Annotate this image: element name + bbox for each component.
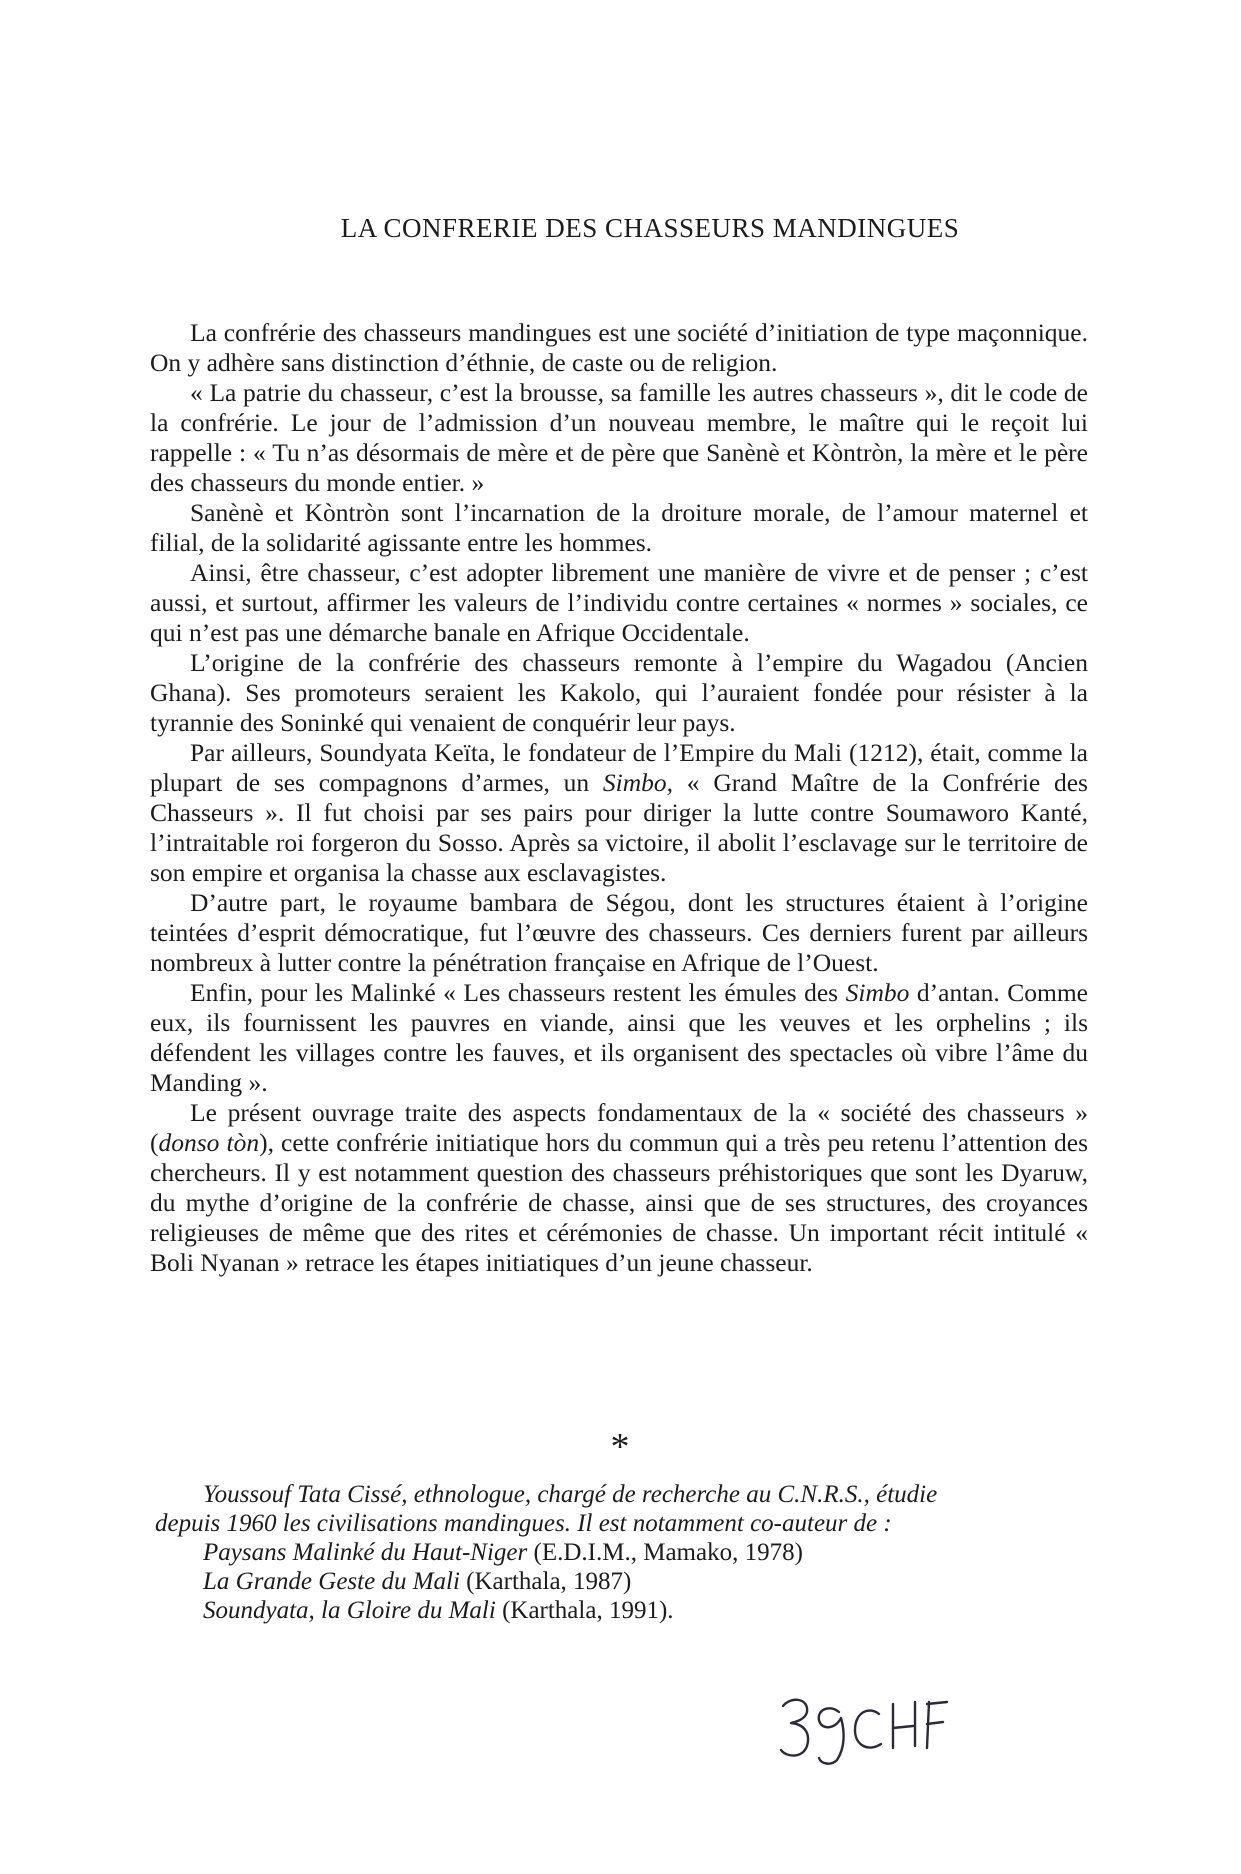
paragraph-6 bbox=[150, 738, 1088, 888]
paragraph-8 bbox=[150, 978, 1088, 1098]
author-bio bbox=[155, 1480, 1100, 1625]
paragraph-9-text-a: Le présent ouvrage traite des aspects fondamentaux de la « société des chasseurs » ( bbox=[150, 1098, 1088, 1157]
bio-work-title: Paysans Malinké du Haut-Niger bbox=[203, 1539, 528, 1566]
section-separator: * bbox=[610, 1426, 630, 1468]
bio-work-1 bbox=[155, 1538, 1100, 1567]
paragraph-5: L’origine de la confrérie des chasseurs remonte à l’empire du Wagadou (Ancien Ghana). Ses promoteurs seraient les Kakolo, qui l’auraient fondée pour résister à la tyrannie des Soninké qui venaient de conquérir leur pays. bbox=[150, 648, 1088, 737]
paragraph-8-text-b: d’antan. Comme eux, ils fournissent les pauvres en viande, ainsi que les veuves et les orphelins ; ils défendent les villages contre les fauves, et ils organisent des spectacles où vibre l’âme du Manding ». bbox=[150, 978, 1088, 1097]
paragraph-1: La confrérie des chasseurs mandingues est une société d’initiation de type maçonnique. On y adhère sans distinction d’éthnie, de caste ou de religion. bbox=[150, 318, 1088, 377]
paragraph-8-italic: Simbo bbox=[845, 978, 910, 1007]
paragraph-9-text-b: ), cette confrérie initiatique hors du commun qui a très peu retenu l’attention des chercheurs. Il y est notamment question des chasseurs préhistoriques que sont les Dyaruw, du mythe d’origine de la confrérie de chasse, ainsi que de ses structures, des croyances religieuses de même que des rites et cérémonies de chasse. Un important récit intitulé « Boli Nyanan » retrace les étapes initiatiques d’un jeune chasseur. bbox=[150, 1128, 1088, 1277]
body-text bbox=[150, 318, 1088, 1278]
handwritten-price-annotation bbox=[775, 1688, 975, 1778]
bio-line-1: Youssouf Tata Cissé, ethnologue, chargé de recherche au C.N.R.S., étudie bbox=[203, 1481, 938, 1508]
paragraph-4: Ainsi, être chasseur, c’est adopter librement une manière de vivre et de penser ; c’est aussi, et surtout, affirmer les valeurs de l’individu contre certaines « normes » sociales, ce qui n’est pas une démarche banale en Afrique Occidentale. bbox=[150, 558, 1088, 647]
bio-work-title: La Grande Geste du Mali bbox=[203, 1568, 460, 1595]
bio-line-2: depuis 1960 les civilisations mandingues. Il est notamment co-auteur de : bbox=[155, 1510, 892, 1537]
bio-work-2 bbox=[155, 1567, 1100, 1596]
paragraph-2: « La patrie du chasseur, c’est la brousse, sa famille les autres chasseurs », dit le code de la confrérie. Le jour de l’admission d’un nouveau membre, le maître qui le reçoit lui rappelle : « Tu n’as désormais de mère et de père que Sanènè et Kòntròn, la mère et le père des chasseurs du monde entier. » bbox=[150, 378, 1088, 497]
bio-work-3 bbox=[155, 1596, 1100, 1625]
paragraph-6-text-b: « Grand Maître de la Confrérie des Chasseurs ». Il fut choisi par ses pairs pour diriger la lutte contre Soumaworo Kanté, l’intraitable roi forgeron du Sosso. Après sa victoire, il abolit l’esclavage sur le territoire de son empire et organisa la chasse aux esclavagistes. bbox=[150, 768, 1088, 887]
paragraph-9-italic: donso tòn bbox=[158, 1128, 260, 1157]
bio-work-publisher: (Karthala, 1991). bbox=[495, 1597, 674, 1624]
paragraph-7: D’autre part, le royaume bambara de Ségou, dont les structures étaient à l’origine teintées d’esprit démocratique, fut l’œuvre des chasseurs. Ces derniers furent par ailleurs nombreux à lutter contre la pénétration française en Afrique de l’Ouest. bbox=[150, 888, 1088, 977]
paragraph-6-text-a: Par ailleurs, Soundyata Keïta, le fondateur de l’Empire du Mali (1212), était, comme la plupart de ses compagnons d’armes, un bbox=[150, 738, 1088, 797]
paragraph-9 bbox=[150, 1098, 1088, 1278]
bio-work-title: Soundyata, la Gloire du Mali bbox=[203, 1597, 496, 1624]
bio-work-publisher: (Karthala, 1987) bbox=[459, 1568, 632, 1595]
paragraph-8-text-a: Enfin, pour les Malinké « Les chasseurs restent les émules des bbox=[190, 978, 846, 1007]
bio-work-publisher: (E.D.I.M., Mamako, 1978) bbox=[527, 1539, 803, 1566]
paragraph-3: Sanènè et Kòntròn sont l’incarnation de la droiture morale, de l’amour maternel et filial, de la solidarité agissante entre les hommes. bbox=[150, 498, 1088, 557]
document-title: LA CONFRERIE DES CHASSEURS MANDINGUES bbox=[340, 213, 960, 243]
paragraph-6-italic: Simbo, bbox=[602, 768, 674, 797]
